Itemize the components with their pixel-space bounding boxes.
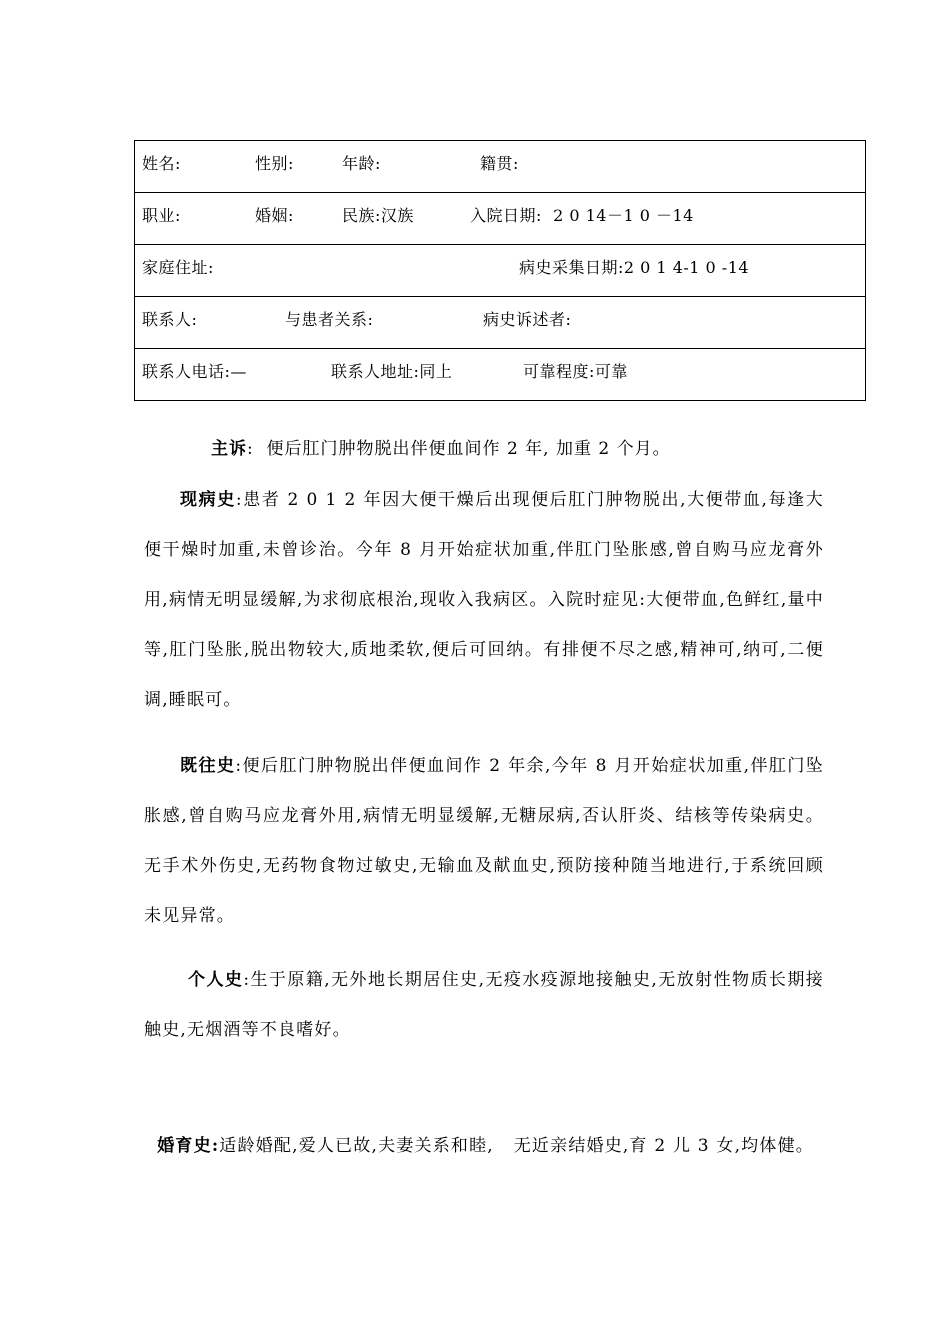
history-narrator-field: 病史诉述者: (483, 310, 572, 329)
table-row (135, 297, 866, 349)
contact-person-field: 联系人: (142, 310, 198, 329)
personal-history-text: :生于原籍,无外地长期居住史,无疫水疫源地接触史,无放射性物质长期接触史,无烟酒等不良嗜好。 (144, 970, 824, 1040)
marital-history-text: 适龄婚配,爱人已故,夫妻关系和睦, 无近亲结婚史,育 2 儿 3 女,均体健。 (219, 1136, 814, 1156)
present-history-label: 现病史 (180, 490, 236, 510)
chief-complaint-label: 主诉 (211, 439, 247, 459)
history-date-field: 病史采集日期:2 0 1 4-1 0 -14 (519, 258, 750, 277)
table-cell (135, 193, 866, 245)
present-history-section (144, 475, 824, 725)
relationship-field: 与患者关系: (285, 310, 374, 329)
present-history-text: :患者 2 0 1 2 年因大便干燥后出现便后肛门肿物脱出,大便带血,每逢大便干燥时加重,未曾诊治。今年 8 月开始症状加重,伴肛门坠胀感,曾自购马应龙膏外用,病情无明显缓解,为求彻底根治,现收入我病区。入院时症见:大便带血,色鲜红,量中等,肛门坠胀,脱出物较大,质地柔软,便后可回纳。有排便不尽之感,精神可,纳可,二便调,睡眠可。 (144, 490, 824, 710)
table-cell (135, 245, 866, 297)
home-address-field: 家庭住址: (142, 258, 214, 277)
chief-complaint-text: : 便后肛门肿物脱出伴便血间作 2 年, 加重 2 个月。 (247, 439, 671, 459)
past-history-text: :便后肛门肿物脱出伴便血间作 2 年余,今年 8 月开始症状加重,伴肛门坠胀感,曾自购马应龙膏外用,病情无明显缓解,无糖尿病,否认肝炎、结核等传染病史。无手术外伤史,无药物食物过敏史,无输血及献血史,预防接种随当地进行,于系统回顾未见异常。 (144, 756, 824, 926)
age-field: 年龄: (342, 154, 381, 173)
admission-date-field: 入院日期: 2 0 14－1 0 －14 (470, 206, 694, 225)
contact-address-field: 联系人地址:同上 (331, 362, 453, 381)
past-history-label: 既往史 (180, 756, 236, 776)
table-cell (135, 141, 866, 193)
marital-history-section (144, 1071, 824, 1171)
ethnicity-field: 民族:汉族 (342, 206, 414, 225)
marital-history-label: 婚育史: (157, 1136, 220, 1156)
personal-history-section (144, 955, 824, 1055)
table-row (135, 245, 866, 297)
name-field: 姓名: (142, 154, 181, 173)
table-cell (135, 349, 866, 401)
native-place-field: 籍贯: (480, 154, 519, 173)
table-row (135, 193, 866, 245)
past-history-section (144, 741, 824, 941)
table-cell (135, 297, 866, 349)
table-row (135, 141, 866, 193)
gender-field: 性别: (255, 154, 294, 173)
occupation-field: 职业: (142, 206, 181, 225)
contact-phone-field: 联系人电话:— (142, 362, 247, 381)
chief-complaint (211, 431, 671, 467)
patient-info-table (134, 140, 866, 401)
marital-status-field: 婚姻: (255, 206, 294, 225)
reliability-field: 可靠程度:可靠 (523, 362, 628, 381)
personal-history-label: 个人史 (188, 970, 244, 990)
table-row (135, 349, 866, 401)
